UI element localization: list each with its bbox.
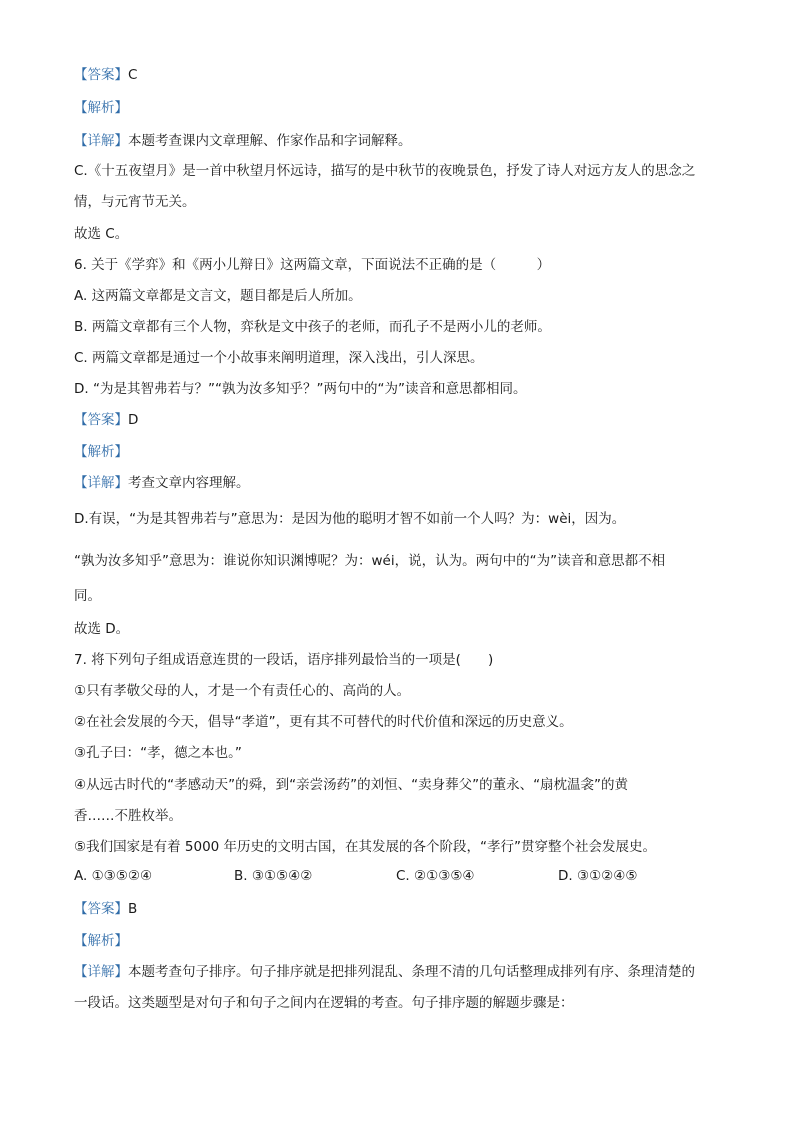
- q6-conclusion: 故选 D。: [74, 621, 130, 637]
- q6-option-b: B. 两篇文章都有三个人物，弈秋是文中孩子的老师，而孔子不是两小儿的老师。: [74, 319, 551, 335]
- q6-d-line1: D.有误，“为是其智弗若与”意思为：是因为他的聪明才智不如前一个人吗？为：wèi，因为。: [74, 511, 626, 527]
- q7-option-d: D. ③①②④⑤: [558, 868, 638, 884]
- q7-option-a: A. ①③⑤②④: [74, 868, 153, 884]
- q5-detail: [74, 132, 412, 150]
- analysis-tag: 【解析】: [74, 933, 128, 949]
- answer-value: D: [128, 412, 139, 428]
- detail-tag: 【详解】: [74, 964, 128, 980]
- q7-sentence-4-line2: 香……不胜枚举。: [74, 808, 182, 824]
- q6-analysis-tag: [74, 443, 128, 461]
- detail-text: 本题考查句子排序。句子排序就是把排列混乱、条理不清的几句话整理成排列有序、条理清楚的: [128, 964, 695, 980]
- q7-options: [74, 868, 734, 886]
- detail-text: 本题考查课内文章理解、作家作品和字词解释。: [128, 133, 412, 149]
- q7-answer: [74, 900, 137, 918]
- q7-stem: 7. 将下列句子组成语意连贯的一段话，语序排列最恰当的一项是( ): [74, 652, 494, 668]
- analysis-tag: 【解析】: [74, 100, 128, 116]
- q5-analysis-tag: [74, 99, 128, 117]
- q7-option-c: C. ②①③⑤④: [396, 868, 475, 884]
- q7-sentence-5: ⑤我们国家是有着 5000 年历史的文明古国，在其发展的各个阶段，“孝行”贯穿整个社会发展史。: [74, 839, 657, 855]
- q7-detail: [74, 963, 695, 981]
- q5-c-line2: 情，与元宵节无关。: [74, 194, 196, 210]
- q6-answer: [74, 411, 138, 429]
- answer-tag: 【答案】: [74, 901, 128, 917]
- q5-c-line1: C.《十五夜望月》是一首中秋望月怀远诗，描写的是中秋节的夜晚景色，抒发了诗人对远方友人的思念之: [74, 163, 696, 179]
- answer-value: C: [128, 67, 138, 83]
- q6-detail: [74, 474, 250, 492]
- q6-stem: 6. 关于《学弈》和《两小儿辩日》这两篇文章，下面说法不正确的是（ ）: [74, 257, 551, 273]
- q6-d-line2: “孰为汝多知乎”意思为：谁说你知识渊博呢？为：wéi，说，认为。两句中的“为”读音和意思都不相: [74, 553, 666, 569]
- answer-value: B: [128, 901, 138, 917]
- q7-sentence-2: ②在社会发展的今天，倡导“孝道”，更有其不可替代的时代价值和深远的历史意义。: [74, 714, 573, 730]
- q7-detail-line2: 一段话。这类题型是对句子和句子之间内在逻辑的考查。句子排序题的解题步骤是：: [74, 995, 574, 1011]
- answer-tag: 【答案】: [74, 67, 128, 83]
- detail-tag: 【详解】: [74, 133, 128, 149]
- detail-text: 考查文章内容理解。: [128, 475, 250, 491]
- q7-analysis-tag: [74, 932, 128, 950]
- detail-tag: 【详解】: [74, 475, 128, 491]
- answer-tag: 【答案】: [74, 412, 128, 428]
- q6-option-d: D. “为是其智弗若与？”“孰为汝多知乎？”两句中的“为”读音和意思都相同。: [74, 381, 527, 397]
- q7-option-b: B. ③①⑤④②: [234, 868, 313, 884]
- q5-conclusion: 故选 C。: [74, 226, 129, 242]
- q6-option-c: C. 两篇文章都是通过一个小故事来阐明道理，深入浅出，引人深思。: [74, 350, 484, 366]
- q7-sentence-1: ①只有孝敬父母的人，才是一个有责任心的、高尚的人。: [74, 683, 411, 699]
- analysis-tag: 【解析】: [74, 444, 128, 460]
- q6-option-a: A. 这两篇文章都是文言文，题目都是后人所加。: [74, 288, 362, 304]
- q6-d-line3: 同。: [74, 588, 101, 604]
- q7-sentence-3: ③孔子曰：“孝，德之本也。”: [74, 745, 242, 761]
- q5-answer: [74, 66, 137, 84]
- q7-sentence-4-line1: ④从远古时代的“孝感动天”的舜，到“亲尝汤药”的刘恒、“卖身葬父”的董永、“扇枕温衾”的黄: [74, 777, 629, 793]
